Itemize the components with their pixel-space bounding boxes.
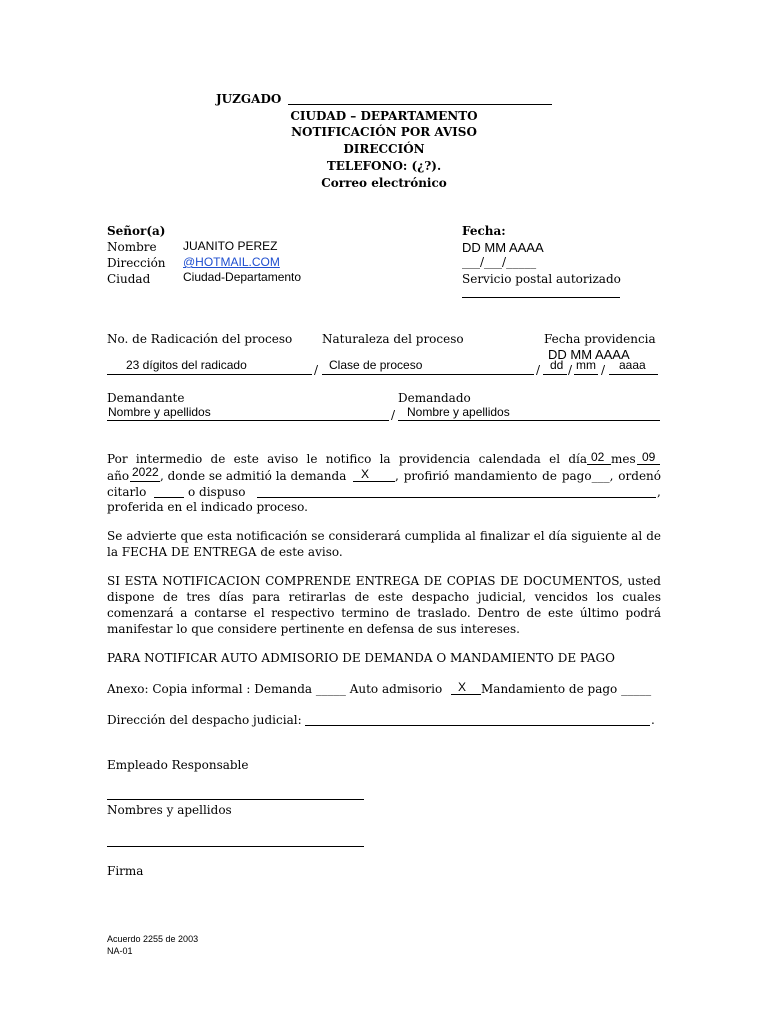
- ciudad-departamento-heading: CIUDAD – DEPARTAMENTO: [290, 109, 478, 123]
- separator-partes: /: [391, 408, 396, 422]
- servicio-postal-blank: [462, 297, 620, 298]
- p1-line3-a: citarlo: [107, 485, 147, 499]
- direccion-despacho-label: Dirección del despacho judicial:: [107, 713, 302, 727]
- mm-underline: [574, 374, 598, 375]
- ano-underline: [130, 481, 160, 482]
- senor-label: Señor(a): [107, 224, 166, 238]
- p3-line1: SI ESTA NOTIFICACION COMPRENDE ENTREGA DE COPIAS DE DOCUMENTOS, usted: [107, 574, 661, 588]
- radicado-value: 23 dígitos del radicado: [126, 358, 247, 372]
- p1-line3-b: o dispuso: [188, 485, 246, 499]
- aaaa-value: aaaa: [619, 358, 646, 372]
- demandante-underline: [107, 420, 389, 421]
- p2-line2: la FECHA DE ENTREGA de este aviso.: [107, 545, 343, 559]
- dd-underline: [543, 374, 567, 375]
- ciudad-label: Ciudad: [107, 272, 151, 286]
- radicacion-label: No. de Radicación del proceso: [107, 332, 293, 346]
- notificacion-heading: NOTIFICACIÓN POR AVISO: [291, 125, 477, 139]
- firma-label: Firma: [107, 864, 144, 878]
- mes-label: mes: [611, 452, 636, 466]
- direccion-despacho-period: .: [651, 713, 655, 727]
- fecha-providencia-format: DD MM AAAA: [548, 347, 630, 362]
- footer-acuerdo: Acuerdo 2255 de 2003: [107, 934, 199, 944]
- juzgado-label: JUZGADO: [216, 92, 282, 106]
- separator-3: /: [568, 363, 573, 377]
- anexo-text-b: Mandamiento de pago _____: [481, 682, 652, 696]
- clase-underline: [322, 374, 534, 375]
- x-demanda-value: X: [361, 467, 370, 481]
- fecha-format: DD MM AAAA: [462, 240, 544, 255]
- clase-value: Clase de proceso: [329, 358, 423, 372]
- radicado-underline: [107, 374, 312, 375]
- fecha-providencia-label: Fecha providencia: [544, 332, 656, 346]
- x-auto-value: X: [458, 680, 467, 694]
- dispuso-blank: [257, 497, 656, 498]
- x-demanda-underline: [353, 481, 395, 482]
- naturaleza-label: Naturaleza del proceso: [322, 332, 464, 346]
- separator-2: /: [536, 363, 541, 377]
- aaaa-underline: [609, 374, 658, 375]
- demandado-underline: [398, 420, 660, 421]
- p3-line2: dispone de tres días para retirarlas de este despacho judicial, vencidos los cuales: [107, 590, 661, 604]
- empleado-signature-line: [107, 799, 364, 800]
- demandado-label: Demandado: [398, 391, 471, 405]
- demandado-value: Nombre y apellidos: [407, 405, 510, 419]
- p1-line2-a: , donde se admitió la demanda: [160, 469, 347, 483]
- direccion-label: Dirección: [107, 256, 166, 270]
- footer-code: NA-01: [107, 946, 133, 956]
- ciudad-value: Ciudad-Departamento: [183, 270, 302, 284]
- nombres-signature-line: [107, 846, 364, 847]
- demandante-value: Nombre y apellidos: [108, 405, 211, 419]
- p2-line1: Se advierte que esta notificación se considerará cumplida al finalizar el día siguiente al de: [107, 529, 661, 543]
- mm-value: mm: [576, 358, 596, 372]
- servicio-postal-label: Servicio postal autorizado: [462, 272, 621, 286]
- dia-value: 02: [591, 450, 605, 464]
- p1-line2-b: , profirió mandamiento de pago___, ordenó: [395, 469, 661, 483]
- direccion-heading: DIRECCIÓN: [343, 142, 425, 156]
- ano-value: 2022: [132, 465, 159, 479]
- empleado-label: Empleado Responsable: [107, 758, 249, 772]
- separator-4: /: [601, 363, 606, 377]
- p1-line4: proferida en el indicado proceso.: [107, 500, 308, 514]
- juzgado-blank: [288, 104, 552, 105]
- telefono-heading: TELEFONO: (¿?).: [326, 159, 442, 173]
- anexo-text-a: Anexo: Copia informal : Demanda _____ Auto admisorio: [107, 682, 443, 696]
- correo-heading: Correo electrónico: [321, 176, 447, 190]
- p1-line1: Por intermedio de este aviso le notifico la providencia calendada el día: [107, 452, 587, 466]
- nombres-label: Nombres y apellidos: [107, 803, 232, 817]
- p3-line3: comenzará a contarse el respectivo termino de traslado. Dentro de este último podrá: [107, 606, 661, 620]
- fecha-label: Fecha:: [462, 224, 506, 238]
- auto-title: PARA NOTIFICAR AUTO ADMISORIO DE DEMANDA O MANDAMIENTO DE PAGO: [107, 651, 615, 665]
- ano-label: año: [107, 469, 130, 483]
- citarlo-blank: [154, 497, 184, 498]
- fecha-blank: ___/___/_____: [462, 255, 537, 269]
- p3-line4: manifestar lo que considere pertinente en defensa de sus intereses.: [107, 622, 520, 636]
- direccion-email-link[interactable]: @HOTMAIL.COM: [183, 255, 280, 269]
- dd-value: dd: [550, 358, 564, 372]
- p1-line3-comma: ,: [657, 485, 661, 499]
- nombre-value: JUANITO PEREZ: [183, 239, 278, 253]
- demandante-label: Demandante: [107, 391, 185, 405]
- nombre-label: Nombre: [107, 240, 157, 254]
- mes-value: 09: [642, 450, 656, 464]
- direccion-despacho-blank: [305, 725, 650, 726]
- separator-1: /: [314, 363, 319, 377]
